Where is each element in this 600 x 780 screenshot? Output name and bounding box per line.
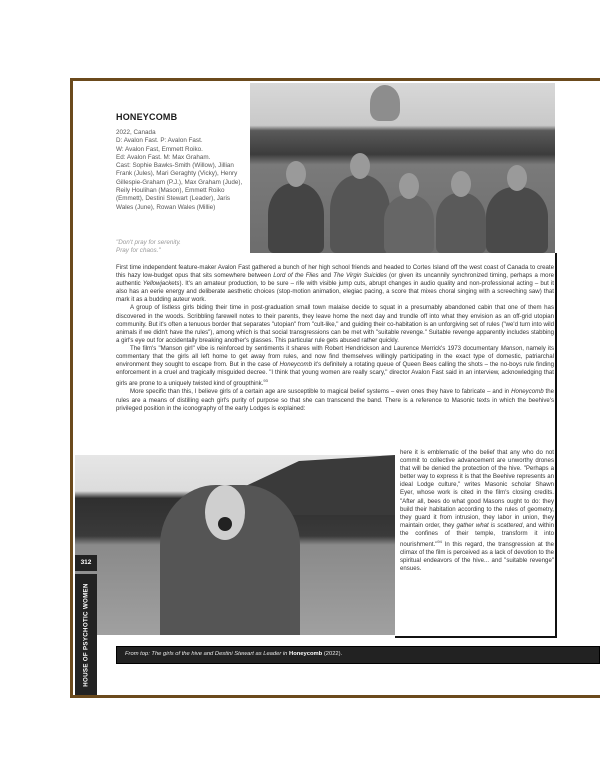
- face-shape: [205, 485, 245, 540]
- paragraph-3: The film's "Manson girl" vibe is reinforced by sentiments it shares with Robert Hendrickson and Laurence Merrick's 1973 documentary Manson, namely its commentary that the girls all left home to get away from rules, and now find themselves willingly participating in the exact type of domestic, patriarchal environment they sought to escape from. But in the case of Honeycomb it's definitely a rotating queue of Queen Bees calling the shots – the no-boys rule finding enforcement in a cruel and tragically misguided decree. "I think that young women are really scary," director Avalon Fast said in an interview, acknowledging that girls are prone to a uniquely twisted kind of groupthink.$^{93}$: [116, 344, 554, 388]
- side-column-text: here it is emblematic of the belief that any who do not commit to collective advancement are unworthy drones that will be denied the protection of the hive. "Perhaps a better way to express it is that the Beehive represents an ideal Lodge culture," writes Masonic scholar Shawn Eyer, whose work is cited in the film's closing credits. "After all, bees do what good Masons ought to do: they build their habitation according to the rules of geometry, they guard it from intrusion, they labor in union, they maintain order, they gather what is scattered, and within the confines of their temple, transform it into nourishment."$^{94}$ In this regard, the transgression at the climax of the film is perceived as a lack of devotion to the spiritual endeavors of the hive... and "suitable revenge" ensues.: [400, 449, 554, 573]
- photo-destini-stewart-as-leader: [75, 455, 395, 635]
- text-box-border-bottom: [395, 636, 557, 638]
- photo-girls-of-the-hive: [250, 83, 555, 253]
- girl-figure: [268, 183, 324, 253]
- girl-figure: [486, 187, 548, 253]
- girl-figure: [384, 195, 434, 253]
- footnote-marker: 93: [263, 378, 268, 384]
- girl-figure: [330, 175, 390, 253]
- film-tagline: "Don't pray for serenity. Pray for chaos.": [116, 239, 181, 254]
- girl-figure: [436, 193, 486, 253]
- page-number: 312: [75, 555, 97, 571]
- footnote-marker: 94: [437, 539, 442, 545]
- film-title: HONEYCOMB: [116, 112, 178, 122]
- paragraph-4: More specific than this, I believe girls of a certain age are susceptible to magical belief systems – even ones they have to fabricate – and in Honeycomb the rules are a means of distilling each girl's purity of purpose so that she can transcend the band. There is a reference to Masonic texts in which the beehive's privileged position in the iconography of the early Lodges is explained:: [116, 388, 554, 412]
- running-head: [75, 574, 97, 695]
- film-credits: 2022, Canada D: Avalon Fast. P: Avalon Fast. W: Avalon Fast, Emmett Roiko. Ed: Avalon Fast. M: Max Graham. Cast: Sophie Bawks-Smith (Willow), Jillian Frank (Jules), Mari Geraghty (Vicky), Henry Gillespie-Graham (P.J.), Max Graham (Jude), Reily Houlihan (Mason), Emmett Roiko (Emmett), Destini Stewart (Leader), Jaris Wales (June), Rowan Wales (Millie): [116, 129, 243, 211]
- body-text: [116, 264, 554, 413]
- tree-shape: [370, 85, 400, 121]
- open-mouth-shape: [218, 517, 232, 531]
- paragraph-1: First time independent feature-maker Avalon Fast gathered a bunch of her high school friends and headed to Cortes Island off the west coast of Canada to create this hazy low-budget opus that sits somewhere between Lord of the Flies and The Virgin Suicides (or given its uncannily synchronized timing, perhaps a more authentic Yellowjackets). It's an amateur production, to be sure – rife with visible jump cuts, abrupt changes in audio quality and non-professional acting – but it also has an eerie energy and deliberate aesthetic choices (stop-motion animation, elegiac pacing, a score that mixes choral singing with a screeching saw) that mark it as a budding auteur work.: [116, 264, 554, 304]
- photo-caption: From top: The girls of the hive and Destini Stewart as Leader in Honeycomb (2022).: [125, 651, 343, 657]
- running-head-text: HOUSE OF PSYCHOTIC WOMEN: [82, 582, 90, 687]
- paragraph-2: A group of listless girls biding their time in post-graduation small town malaise decide to squat in a presumably abandoned cabin that one of them has discovered in the woods. Scribbling farewell notes to their parents, they leave home the next day and trundle off into what they envision as an off-grid utopian community. But it's often a tenuous border that separates "utopian" from "cult-like," and guiding their co-habitation is an unforgiving set of rules ("we'd turn into wild animals if we didn't have the rules"), among which is that social transgressions can be met with "suitable revenge." Suitable revenge apparently includes stabbing a girl's eye out for accidentally breaking another's glasses. This particular rule gets abused rather quickly.: [116, 304, 554, 344]
- caption-bar: [116, 646, 600, 664]
- text-box-border-right: [555, 253, 557, 638]
